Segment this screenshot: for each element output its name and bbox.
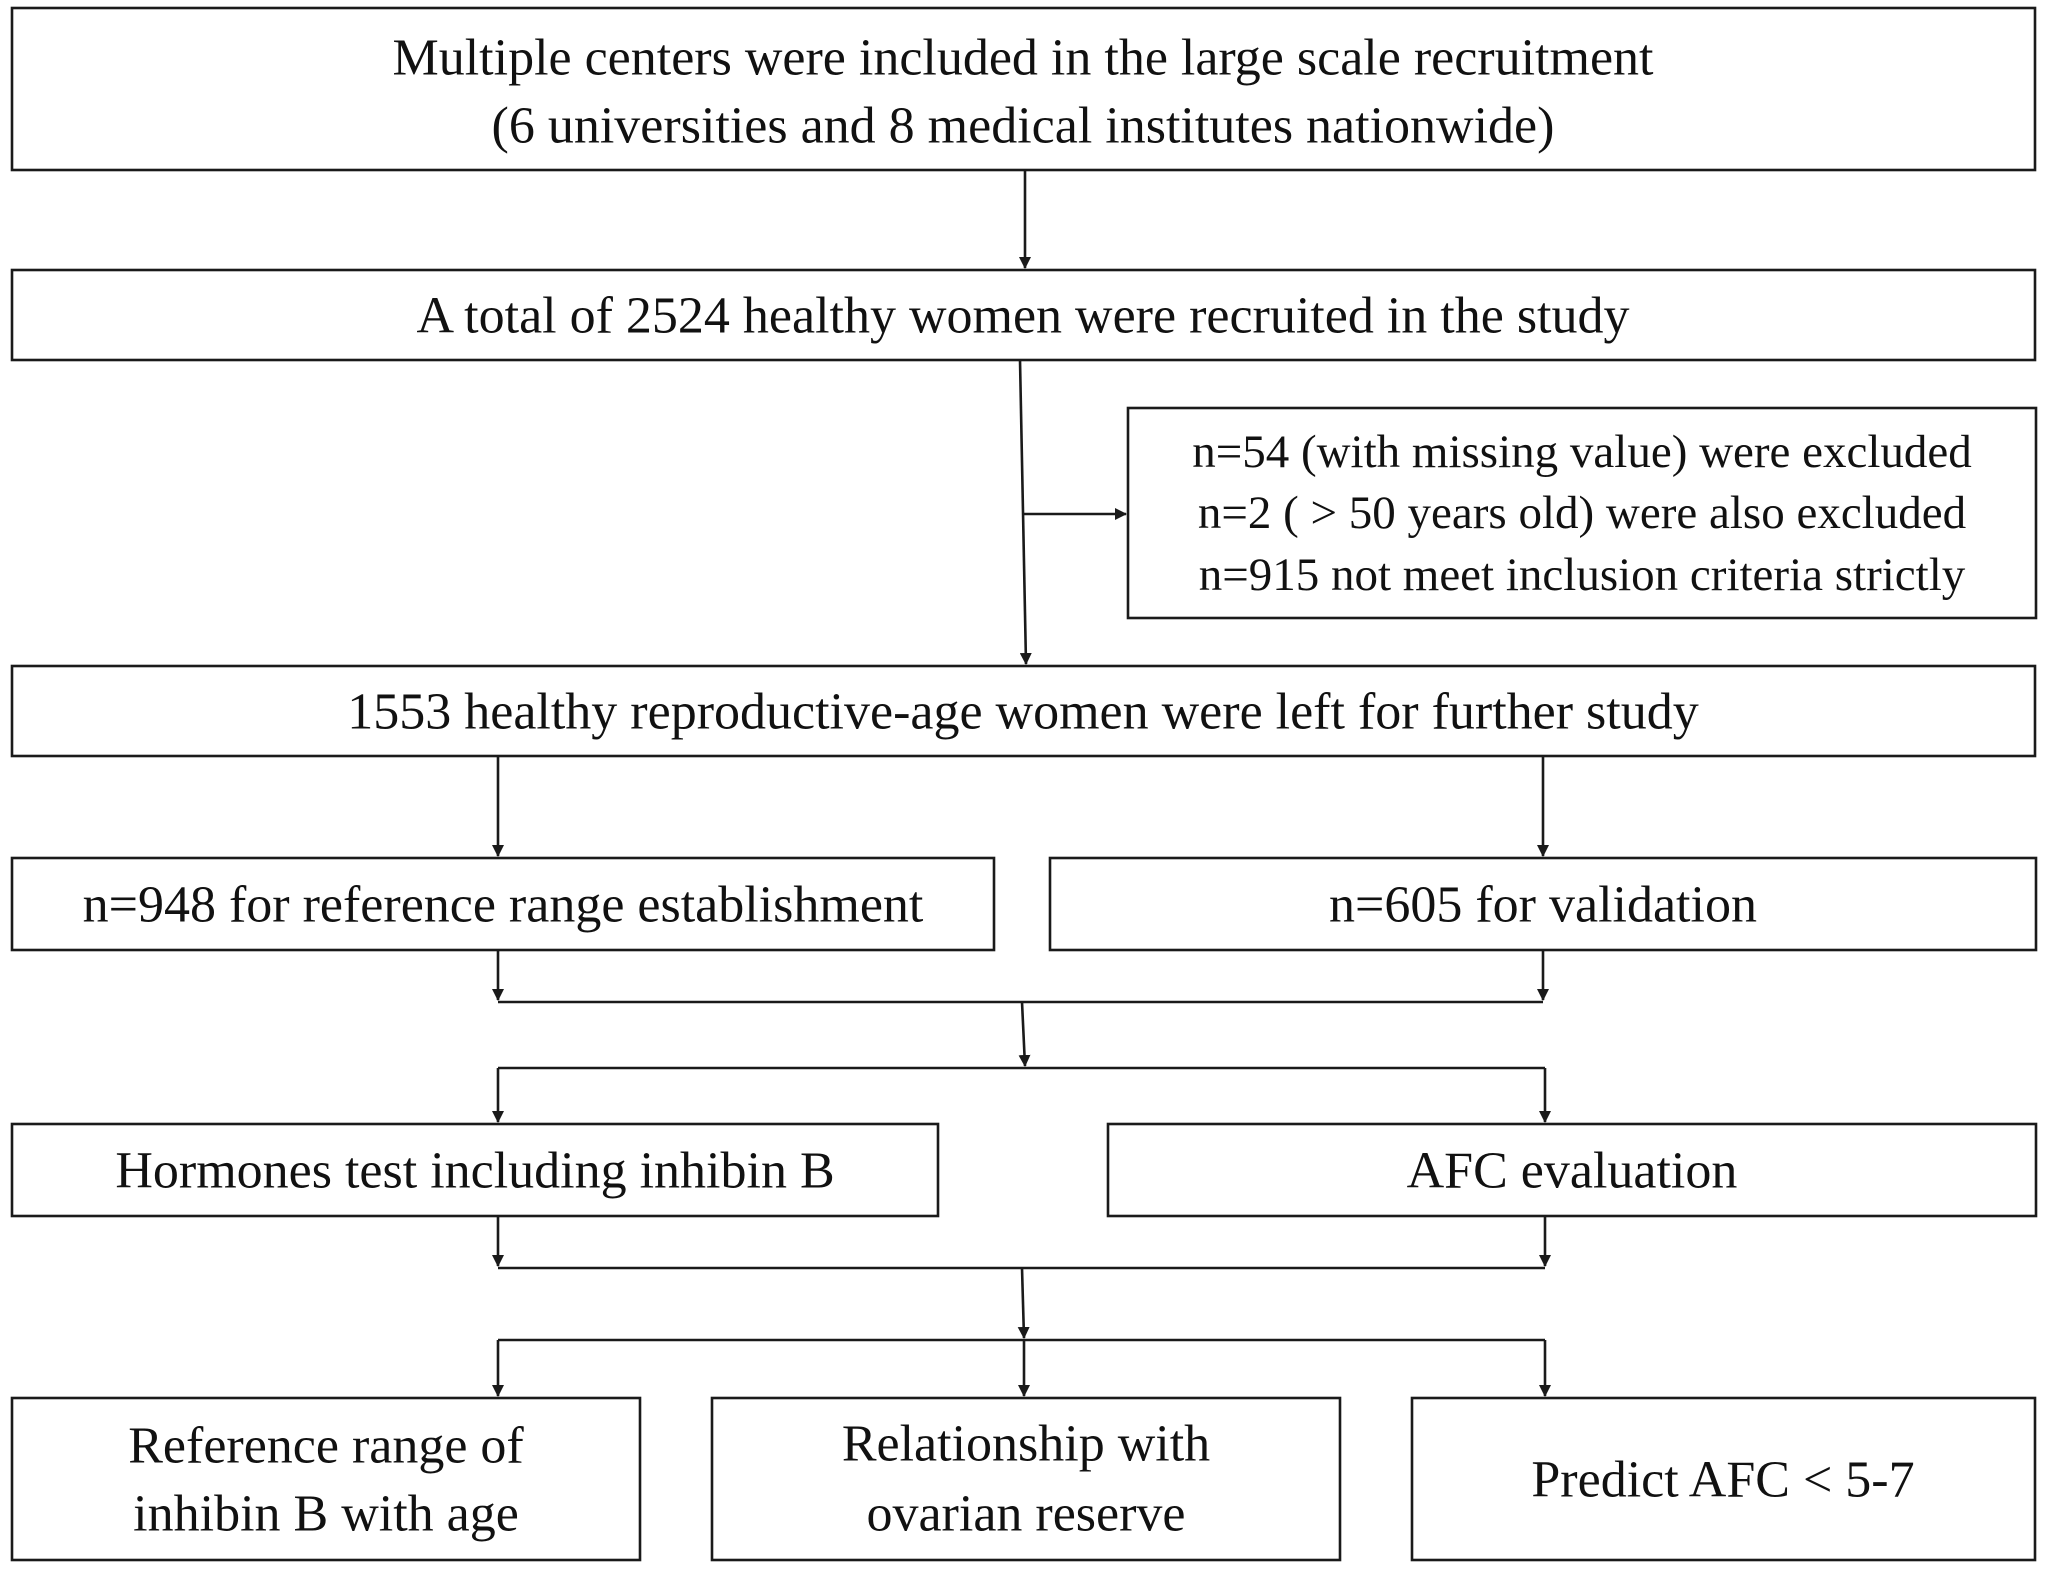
exclusion-missing-value: n=54 (with missing value) were excluded (1192, 426, 1972, 478)
exclusion-age: n=2 ( > 50 years old) were also excluded (1197, 487, 1967, 539)
outcome-reference-range-box (12, 1398, 640, 1560)
total-recruited-box (12, 270, 2035, 360)
hormones-test-box (12, 1124, 938, 1216)
afc-evaluation-box (1108, 1124, 2036, 1216)
afc-evaluation-text: AFC evaluation (1406, 1142, 1738, 1200)
arrow-merge-2-down (1022, 1268, 1024, 1338)
outcome-predict-box (1412, 1398, 2035, 1560)
hormones-test-text: Hormones test including inhibin B (115, 1142, 835, 1200)
outcome-predict-text: Predict AFC < 5-7 (1531, 1451, 1915, 1509)
outcome-reference-range-line-1: Reference range of (128, 1417, 524, 1475)
remaining-box (12, 666, 2035, 756)
exclusion-criteria: n=915 not meet inclusion criteria strictly (1198, 549, 1966, 601)
outcome-relationship-line-2: ovarian reserve (866, 1485, 1186, 1543)
outcome-reference-range-line-2: inhibin B with age (133, 1485, 519, 1543)
outcome-relationship-line-1: Relationship with (841, 1415, 1211, 1473)
validation-group-box (1050, 858, 2036, 950)
validation-group-text: n=605 for validation (1329, 876, 1757, 934)
reference-group-text: n=948 for reference range establishment (82, 876, 924, 934)
recruitment-centers-box (12, 8, 2035, 170)
arrow-merge-1-down (1022, 1002, 1025, 1066)
recruitment-centers-line-2: (6 universities and 8 medical institutes nationwide) (491, 97, 1555, 155)
arrow-total-to-remaining (1020, 360, 1026, 664)
outcome-relationship-box (712, 1398, 1340, 1560)
exclusions-box (1128, 408, 2036, 618)
reference-group-box (12, 858, 994, 950)
total-recruited-text: A total of 2524 healthy women were recruited in the study (416, 287, 1630, 345)
recruitment-centers-line-1: Multiple centers were included in the large scale recruitment (392, 29, 1654, 87)
remaining-text: 1553 healthy reproductive-age women were left for further study (347, 683, 1699, 741)
